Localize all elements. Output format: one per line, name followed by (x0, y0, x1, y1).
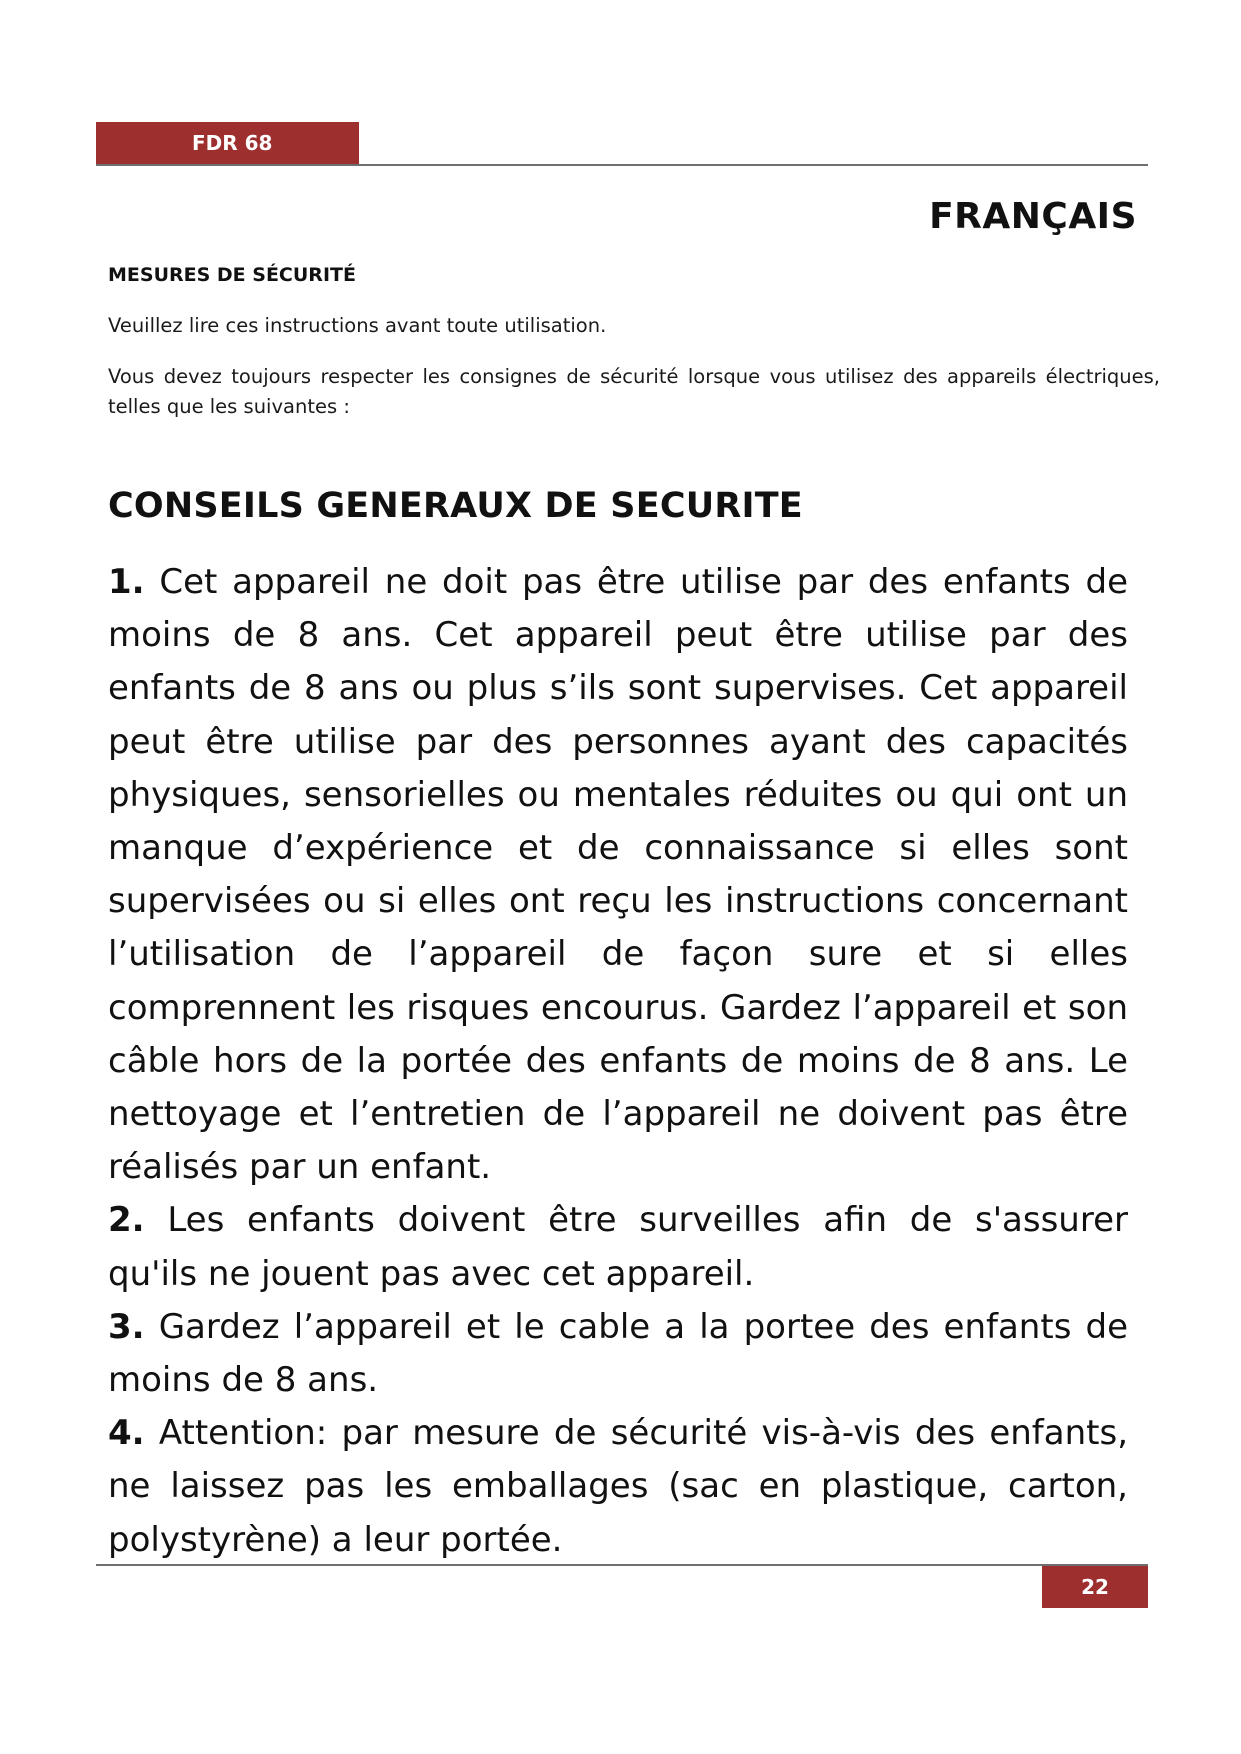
item-text: Attention: par mesure de sécurité vis-à-vis des enfants, ne laissez pas les emballages (sac en plastique, carton, polystyrène) a leur portée. (108, 1413, 1128, 1560)
item-number: 4. (108, 1413, 145, 1454)
intro-paragraph: Vous devez toujours respecter les consignes de sécurité lorsque vous utilisez des appareils électriques, telles que les suivantes : (108, 365, 1160, 418)
footer-divider (96, 1564, 1148, 1566)
language-title: FRANÇAIS (929, 196, 1137, 237)
general-safety-heading: CONSEILS GENERAUX DE SECURITE (108, 486, 803, 526)
item-number: 2. (108, 1200, 145, 1241)
item-text: Les enfants doivent être surveilles afin de s'assurer qu'ils ne jouent pas avec cet appareil. (108, 1200, 1128, 1294)
item-number: 1. (108, 562, 145, 602)
page-number: 22 (1042, 1566, 1148, 1608)
safety-list (108, 556, 1128, 1567)
header-divider (96, 164, 1148, 166)
item-text: Cet appareil ne doit pas être utilise par des enfants de moins de 8 ans. Cet appareil peut être utilise par des enfants de 8 ans ou plus s’ils sont supervises. Cet appareil peut être utilise par des personnes ayant des capacités physiques, sensorielles ou mentales réduites ou qui ont un manque d’expérience et de connaissance si elles sont supervisées ou si elles ont reçu les instructions concernant l’utilisation de l’appareil de façon sure et si elles comprennent les risques encourus. Gardez l’appareil et son câble hors de la portée des enfants de moins de 8 ans. Le nettoyage et l’entretien de l’appareil ne doivent pas être réalisés par un enfant. (108, 562, 1128, 1188)
item-text: Gardez l’appareil et le cable a la portee des enfants de moins de 8 ans. (108, 1306, 1128, 1401)
safety-item-1 (108, 556, 1128, 1194)
model-tab: FDR 68 (96, 122, 359, 165)
safety-item-2 (108, 1194, 1128, 1300)
intro-line: Veuillez lire ces instructions avant toute utilisation. (108, 314, 607, 337)
item-number: 3. (108, 1306, 145, 1347)
safety-item-3 (108, 1301, 1128, 1407)
section-label: MESURES DE SÉCURITÉ (108, 264, 356, 286)
safety-item-4 (108, 1407, 1128, 1567)
